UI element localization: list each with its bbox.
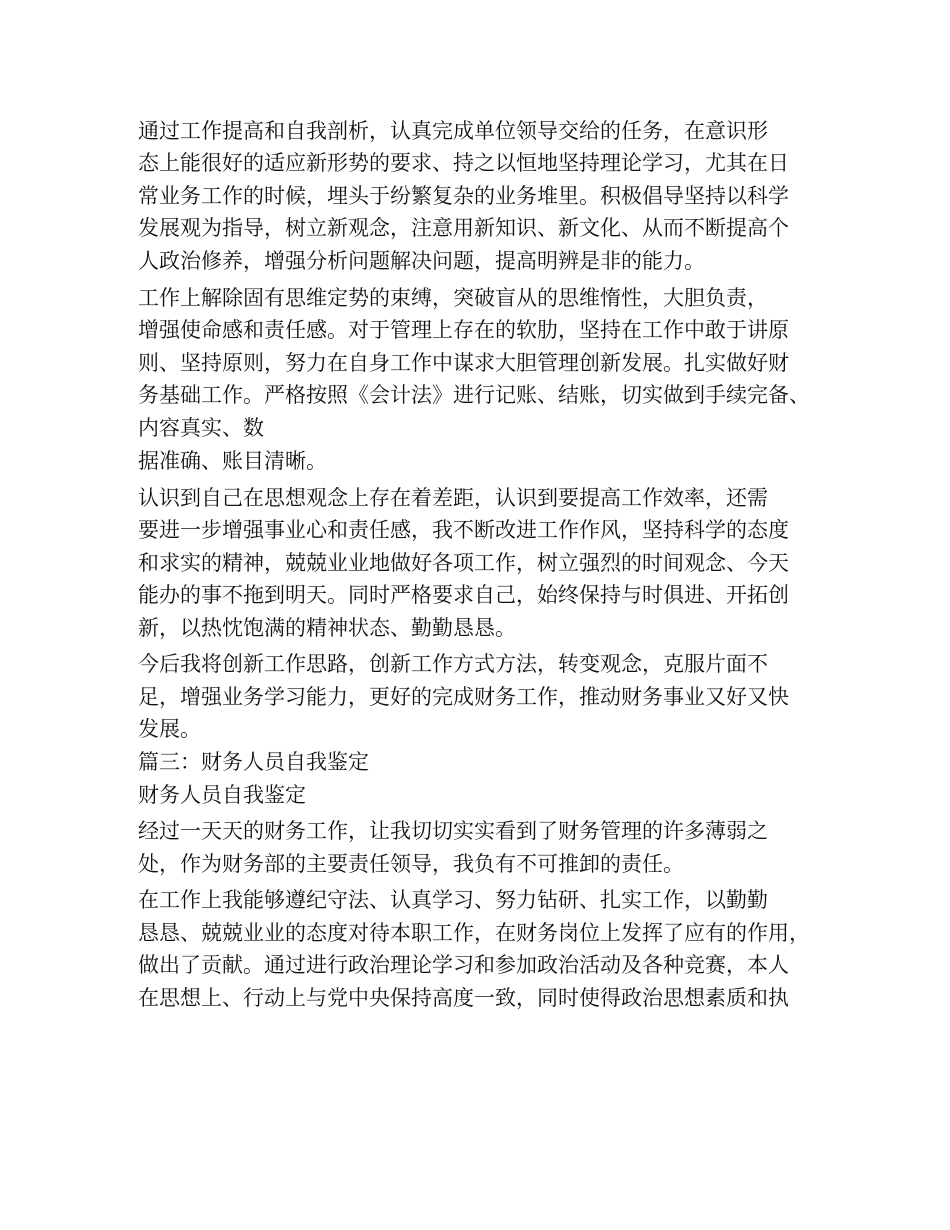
text-line: 人政治修养，增强分析问题解决问题，提高明辨是非的能力。 [138, 249, 705, 273]
text-line: 态上能很好的适应新形势的要求、持之以恒地坚持理论学习，尤其在日 [138, 151, 789, 175]
text-line: 在工作上我能够遵纪守法、认真学习、努力钻研、扎实工作，以勤勤 [138, 888, 768, 912]
text-line: 则、坚持原则，努力在自身工作中谋求大胆管理创新发展。扎实做好财 [138, 351, 789, 375]
text-line: 要进一步增强事业心和责任感，我不断改进工作作风，坚持科学的态度 [138, 518, 789, 542]
text-line: 务基础工作。严格按照《会计法》进行记账、结账，切实做到手续完备、 [138, 383, 810, 407]
text-line: 今后我将创新工作思路，创新工作方式方法，转变观念，克服片面不 [138, 652, 768, 676]
text-line: 新，以热忱饱满的精神状态、勤勤恳恳。 [138, 616, 516, 640]
text-line: 内容真实、数 [138, 416, 264, 440]
text-line: 发展。 [138, 717, 201, 741]
text-line: 能办的事不拖到明天。同时严格要求自己，始终保持与时俱进、开拓创 [138, 583, 789, 607]
text-line: 足，增强业务学习能力，更好的完成财务工作，推动财务事业又好又快 [138, 685, 789, 709]
text-line: 和求实的精神，兢兢业业地做好各项工作，树立强烈的时间观念、今天 [138, 551, 789, 575]
text-line: 常业务工作的时候，埋头于纷繁复杂的业务堆里。积极倡导坚持以科学 [138, 184, 789, 208]
text-line: 认识到自己在思想观念上存在着差距，认识到要提高工作效率，还需 [138, 486, 768, 510]
text-line: 通过工作提高和自我剖析，认真完成单位领导交给的任务，在意识形 [138, 119, 768, 143]
section-heading: 篇三：财务人员自我鉴定 [138, 750, 369, 774]
text-line: 发展观为指导，树立新观念，注意用新知识、新文化、从而不断提高个 [138, 216, 789, 240]
text-line: 恳恳、兢兢业业的态度对待本职工作，在财务岗位上发挥了应有的作用， [138, 921, 810, 945]
text-line: 处，作为财务部的主要责任领导，我负有不可推卸的责任。 [138, 852, 684, 876]
text-line: 在思想上、行动上与党中央保持高度一致，同时使得政治思想素质和执 [138, 986, 789, 1010]
section-title: 财务人员自我鉴定 [138, 783, 306, 807]
text-line: 做出了贡献。通过进行政治理论学习和参加政治活动及各种竞赛，本人 [138, 953, 789, 977]
text-line: 增强使命感和责任感。对于管理上存在的软肋，坚持在工作中敢于讲原 [138, 318, 789, 342]
text-line: 经过一天天的财务工作，让我切切实实看到了财务管理的许多薄弱之 [138, 819, 768, 843]
text-line: 据准确、账目清晰。 [138, 449, 327, 473]
text-line: 工作上解除固有思维定势的束缚，突破盲从的思维惰性，大胆负责， [138, 286, 768, 310]
